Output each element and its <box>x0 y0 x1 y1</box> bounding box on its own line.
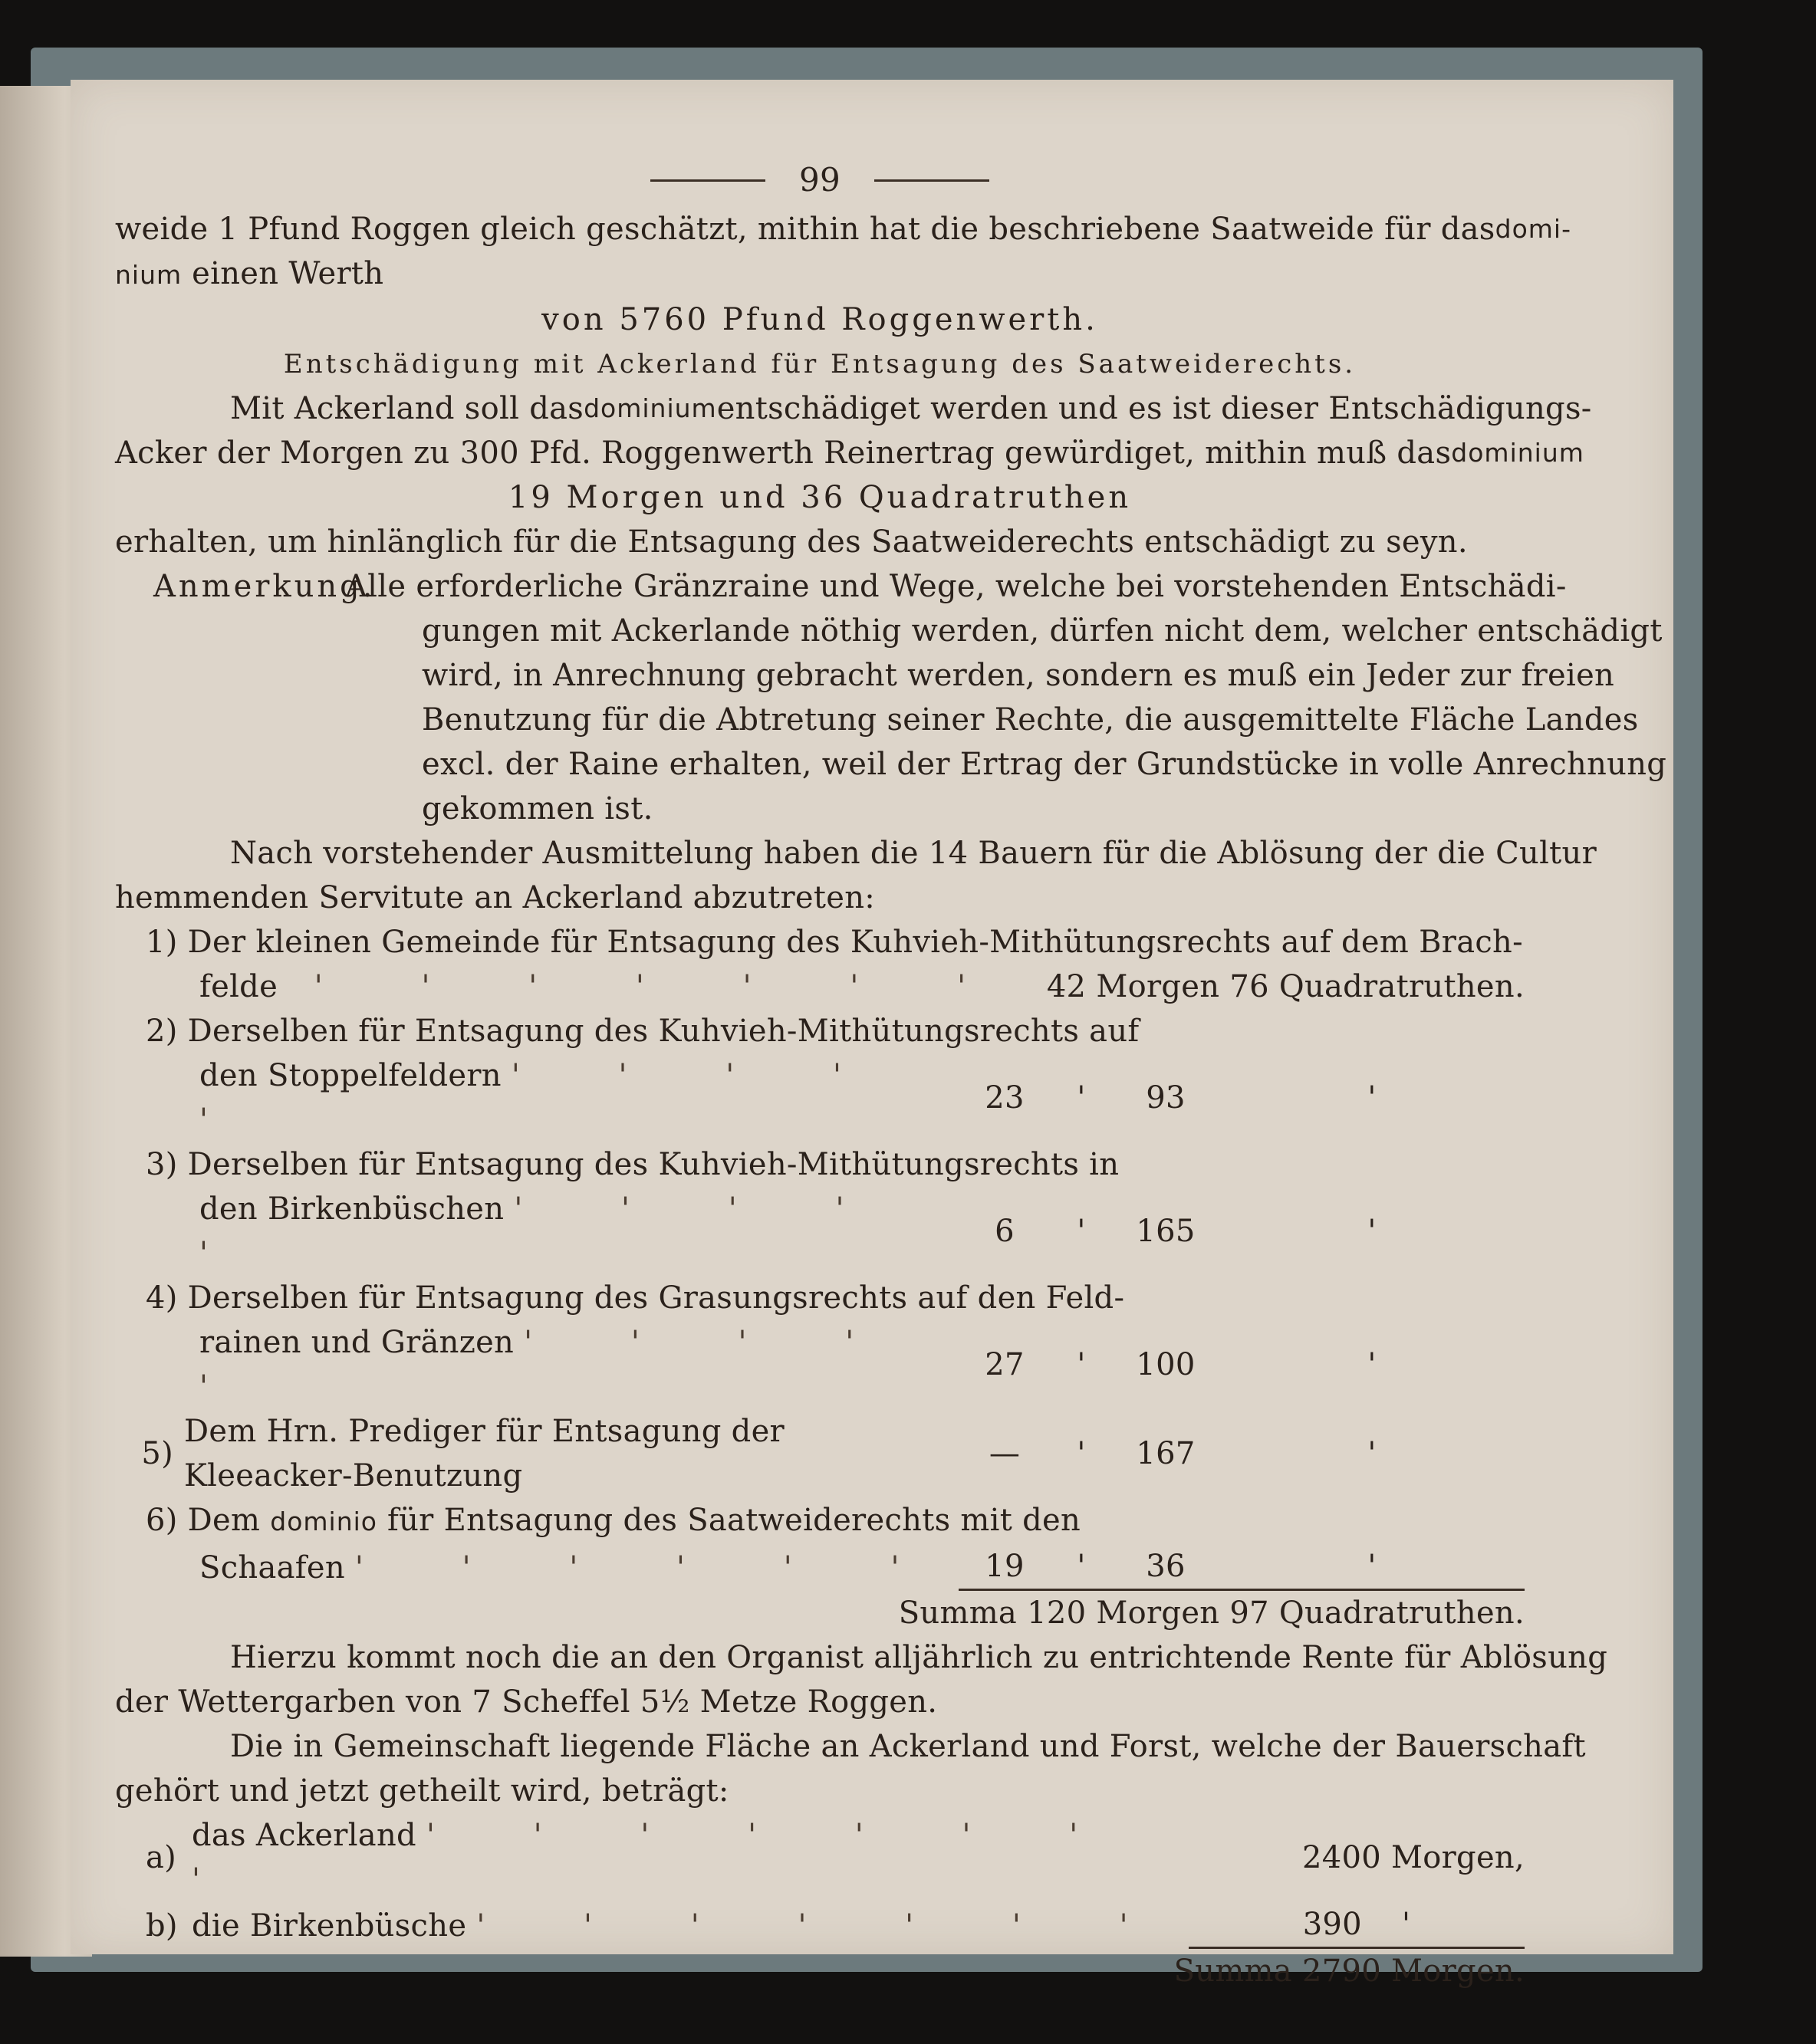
latin-term: domi- <box>1495 214 1571 244</box>
morgen-value: 19 <box>959 1544 1051 1591</box>
qr-value: 93 <box>1146 1080 1186 1116</box>
text-line <box>115 431 1584 475</box>
ditto-mark: ' <box>1367 1436 1377 1471</box>
text-span: das Ackerland <box>192 1818 416 1853</box>
text-line <box>115 251 1525 297</box>
qr-value: 100 <box>1136 1347 1196 1382</box>
text-span: die Birkenbüsche <box>192 1908 467 1944</box>
page-header <box>115 153 1525 207</box>
sum-row <box>115 1591 1525 1635</box>
separator: ' <box>1077 1080 1086 1116</box>
leader-dots: ' ' ' ' ' ' ' <box>476 1908 1173 1944</box>
text-line: Nach vorstehender Ausmittelung haben die 14 Bauern für die Ablösung der die Cultur <box>230 836 1597 871</box>
text-span: Acker der Morgen zu 300 Pfd. Roggenwerth Reinertrag gewürdiget, mithin muß das <box>115 435 1452 471</box>
item-number: 6) <box>146 1503 178 1538</box>
item-number: 3) <box>146 1147 178 1182</box>
text-line: Die in Gemeinschaft liegende Fläche an Ackerland und Forst, welche der Bauerschaft <box>230 1729 1586 1764</box>
list-item-cont <box>115 1187 1525 1276</box>
text-line: hemmenden Servitute an Ackerland abzutreten: <box>115 880 876 915</box>
item-number: 1) <box>146 925 178 960</box>
item-number: 2) <box>146 1014 178 1049</box>
leader-dots: ' ' ' ' ' ' ' <box>314 969 1011 1004</box>
morgen-value: 23 <box>985 1080 1025 1116</box>
area-value: 2400 Morgen, <box>1301 1840 1525 1875</box>
text-span: einen Werth <box>192 256 384 291</box>
latin-term: dominio <box>270 1507 377 1536</box>
list-item <box>115 1142 1525 1187</box>
list-item <box>115 1276 1525 1320</box>
list-item-cont <box>115 1320 1525 1409</box>
latin-term: nium <box>115 260 183 290</box>
text-span: Derselben für Entsagung des Kuhvieh-Mithütungsrechts in <box>187 1147 1120 1182</box>
item-number: 5) <box>141 1436 173 1471</box>
item-number: 4) <box>146 1280 178 1316</box>
note-line: gungen mit Ackerlande nöthig werden, dürfen nicht dem, welcher entschädigt <box>422 613 1663 649</box>
area-value: 390 ' <box>1189 1902 1525 1949</box>
text-span: für Entsagung des Saatweiderechts mit den <box>387 1503 1081 1538</box>
latin-term: dominium <box>1451 438 1584 468</box>
text-span: Dem <box>187 1503 261 1538</box>
ditto-mark: ' <box>1367 1347 1377 1382</box>
summa-total: Summa 2790 Morgen. <box>1173 1954 1525 1989</box>
list-item <box>115 1498 1525 1544</box>
morgen-value: 27 <box>985 1347 1025 1382</box>
list-item-cont <box>115 1053 1525 1142</box>
separator: ' <box>1077 1347 1086 1382</box>
text-span: Schaafen <box>199 1549 345 1586</box>
text-span: Dem Hrn. Prediger für Entsagung der Kleeacker-Benutzung <box>184 1414 785 1494</box>
leader-dots: ' ' ' ' ' <box>199 1191 889 1271</box>
list-item-cont <box>115 964 1525 1009</box>
note-line: Benutzung für die Abtretung seiner Rechte, die ausgemittelte Fläche Landes <box>422 702 1639 738</box>
list-item <box>115 920 1525 964</box>
qr-value: 36 <box>1112 1544 1219 1591</box>
leader-dots: ' ' ' ' ' <box>199 1325 899 1405</box>
area-item <box>115 1902 1525 1949</box>
note-line: excl. der Raine erhalten, weil der Ertrag der Grundstücke in volle Anrechnung <box>422 747 1667 782</box>
page-text <box>115 153 1667 1993</box>
latin-term: dominium <box>584 393 717 423</box>
note-line: gekommen ist. <box>422 791 653 826</box>
text-line: gehört und jetzt getheilt wird, beträgt: <box>115 1773 729 1809</box>
list-item <box>115 1409 1525 1498</box>
text-line: der Wettergarben von 7 Scheffel 5½ Metze Roggen. <box>115 1684 938 1720</box>
text-span: Derselben für Entsagung des Grasungsrechts auf den Feld- <box>187 1280 1125 1316</box>
note-line <box>115 564 1567 609</box>
text-span: entschädiget werden und es ist dieser Entschädigungs- <box>716 391 1592 426</box>
text-span: weide 1 Pfund Roggen gleich geschätzt, mithin hat die beschriebene Saatweide für das <box>115 212 1495 247</box>
page-number: 99 <box>798 161 841 199</box>
list-item-cont <box>115 1544 1525 1591</box>
summa-total: Summa 120 Morgen 97 Quadratruthen. <box>898 1595 1525 1631</box>
text-span: felde <box>199 969 278 1004</box>
text-span: rainen und Gränzen <box>199 1325 515 1360</box>
item-label: b) <box>146 1908 178 1944</box>
morgen-value: 6 <box>995 1214 1015 1249</box>
qr-value: 167 <box>1136 1436 1196 1471</box>
note-label: Anmerkung. <box>153 569 376 604</box>
text-line <box>115 386 1592 431</box>
ditto-mark: ' <box>1219 1544 1525 1591</box>
header-rule-left <box>650 179 765 182</box>
value-line: 19 Morgen und 36 Quadratruthen <box>508 480 1132 515</box>
ditto-mark: ' <box>1367 1214 1377 1249</box>
separator: ' <box>1077 1436 1086 1471</box>
ditto-mark: ' <box>1367 1080 1377 1116</box>
sum-row <box>115 1949 1525 1993</box>
value-line: von 5760 Pfund Roggenwerth. <box>541 302 1098 337</box>
separator: ' <box>1051 1544 1112 1591</box>
item-area: 42 Morgen 76 Quadratruthen. <box>1046 969 1525 1004</box>
header-rule-right <box>874 179 989 182</box>
text-span: den Stoppelfeldern <box>199 1058 502 1093</box>
leader-dots: ' ' ' ' ' ' <box>354 1549 944 1586</box>
morgen-value: — <box>989 1436 1021 1471</box>
qr-value: 165 <box>1136 1214 1196 1249</box>
note-line: wird, in Anrechnung gebracht werden, sondern es muß ein Jeder zur freien <box>422 658 1615 693</box>
section-heading: Entschädigung mit Ackerland für Entsagung des Saatweiderechts. <box>283 349 1357 380</box>
text-span: Der kleinen Gemeinde für Entsagung des Kuhvieh-Mithütungsrechts auf dem Brach- <box>187 925 1523 960</box>
text-line <box>115 207 1571 251</box>
text-span: den Birkenbüschen <box>199 1191 505 1227</box>
leader-dots: ' ' ' ' ' <box>199 1058 886 1138</box>
text-line: Hierzu kommt noch die an den Organist alljährlich zu entrichtende Rente für Ablösung <box>230 1640 1608 1675</box>
text-span: Mit Ackerland soll das <box>230 391 584 426</box>
text-span: Derselben für Entsagung des Kuhvieh-Mithütungsrechts auf <box>187 1014 1140 1049</box>
leader-dots: ' ' ' ' ' ' ' ' <box>192 1818 1123 1898</box>
list-item <box>115 1009 1525 1053</box>
text-line: erhalten, um hinlänglich für die Entsagung des Saatweiderechts entschädigt zu seyn. <box>115 524 1468 560</box>
item-label: a) <box>146 1840 177 1875</box>
area-item <box>115 1813 1525 1902</box>
text-span: Alle erforderliche Gränzraine und Wege, welche bei vorstehenden Entschädi- <box>345 569 1567 604</box>
separator: ' <box>1077 1214 1086 1249</box>
